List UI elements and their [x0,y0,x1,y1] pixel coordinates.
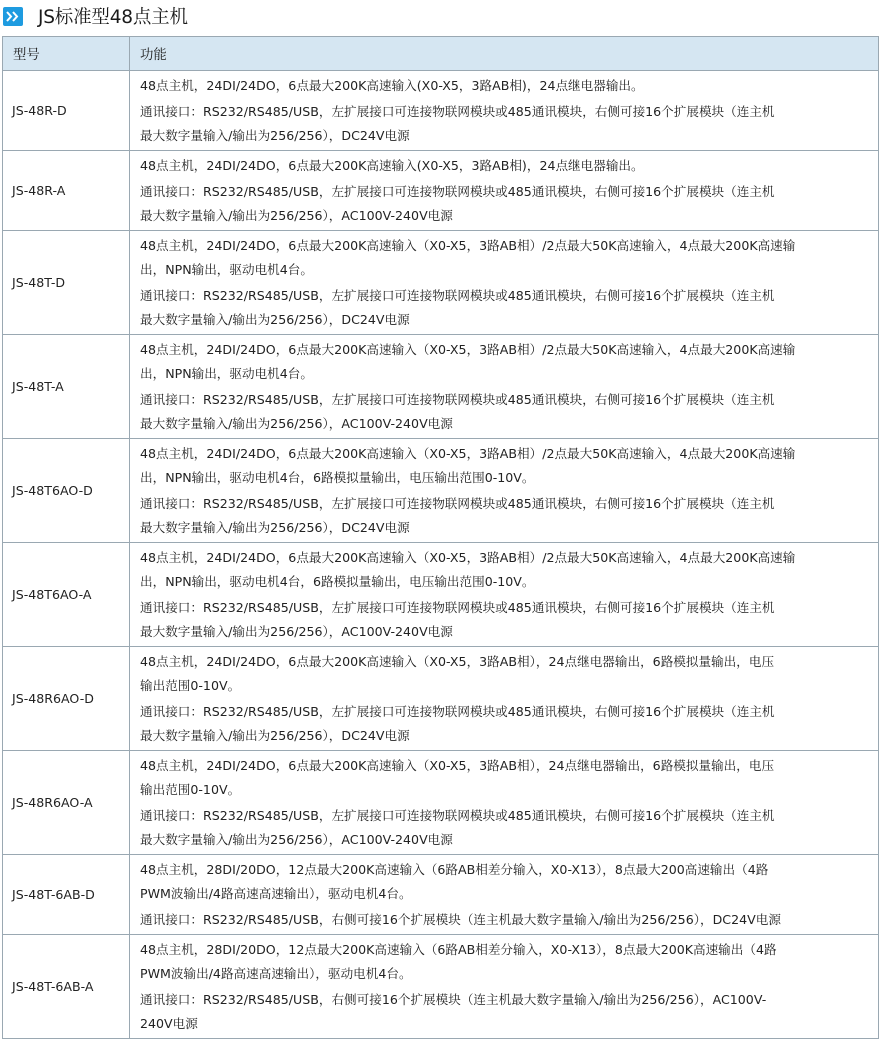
function-description [140,74,872,98]
model-cell: JS-48T-6AB-D [3,855,130,935]
page-title: JS标准型48点主机 [38,7,188,28]
comm-line: 通讯接口：RS232/RS485/USB，左扩展接口可连接物联网模块或485通讯模块，右侧可接16个扩展模块（连主机 [140,808,775,823]
comm-line: 通讯接口：RS232/RS485/USB，左扩展接口可连接物联网模块或485通讯模块，右侧可接16个扩展模块（连主机 [140,392,775,407]
model-cell: JS-48R6AO-D [3,647,130,751]
comm-description [140,492,872,540]
function-description [140,938,872,986]
function-cell [130,935,879,1039]
function-line: 48点主机，24DI/24DO，6点最大200K高速输入（X0-X5，3路AB相）/2点最大50K高速输入，4点最大200K高速输 [140,238,796,253]
function-line: 输出范围0-10V。 [140,678,241,693]
function-line: 48点主机，24DI/24DO，6点最大200K高速输入(X0-X5，3路AB相)，24点继电器输出。 [140,78,644,93]
comm-line: 最大数字量输入/输出为256/256），DC24V电源 [140,128,410,143]
function-line: 出，NPN输出，驱动电机4台，6路模拟量输出，电压输出范围0-10V。 [140,470,535,485]
model-cell: JS-48T-6AB-A [3,935,130,1039]
comm-line: 通讯接口：RS232/RS485/USB，左扩展接口可连接物联网模块或485通讯模块，右侧可接16个扩展模块（连主机 [140,704,775,719]
comm-line: 240V电源 [140,1016,198,1031]
comm-line: 通讯接口：RS232/RS485/USB，左扩展接口可连接物联网模块或485通讯模块，右侧可接16个扩展模块（连主机 [140,288,775,303]
comm-description [140,700,872,748]
function-line: 输出范围0-10V。 [140,782,241,797]
comm-line: 最大数字量输入/输出为256/256），DC24V电源 [140,728,410,743]
function-cell [130,855,879,935]
double-chevron-right-icon [3,7,23,26]
function-description [140,234,872,282]
function-line: 48点主机，24DI/24DO，6点最大200K高速输入（X0-X5，3路AB相），24点继电器输出，6路模拟量输出，电压 [140,654,775,669]
function-line: 48点主机，24DI/24DO，6点最大200K高速输入（X0-X5，3路AB相）/2点最大50K高速输入，4点最大200K高速输 [140,550,796,565]
function-line: 48点主机，28DI/20DO，12点最大200K高速输入（6路AB相差分输入，X0-X13），8点最大200K高速输出（4路 [140,942,777,957]
function-cell [130,751,879,855]
table-row [3,543,879,647]
function-line: 48点主机，24DI/24DO，6点最大200K高速输入（X0-X5，3路AB相），24点继电器输出，6路模拟量输出，电压 [140,758,775,773]
table-row [3,647,879,751]
function-line: 出，NPN输出，驱动电机4台。 [140,366,313,381]
table-row [3,335,879,439]
header-function: 功能 [130,37,879,71]
comm-line: 最大数字量输入/输出为256/256），DC24V电源 [140,520,410,535]
model-cell: JS-48T6AO-A [3,543,130,647]
model-cell: JS-48R-D [3,71,130,151]
table-row [3,71,879,151]
function-line: 48点主机，24DI/24DO，6点最大200K高速输入(X0-X5，3路AB相)，24点继电器输出。 [140,158,644,173]
model-cell: JS-48T6AO-D [3,439,130,543]
function-cell [130,71,879,151]
comm-description [140,284,872,332]
function-cell [130,543,879,647]
spec-table [2,36,879,1039]
function-description [140,858,872,906]
function-line: 48点主机，24DI/24DO，6点最大200K高速输入（X0-X5，3路AB相）/2点最大50K高速输入，4点最大200K高速输 [140,446,796,461]
comm-description [140,804,872,852]
table-header-row [3,37,879,71]
comm-line: 通讯接口：RS232/RS485/USB，右侧可接16个扩展模块（连主机最大数字量输入/输出为256/256），AC100V- [140,992,767,1007]
table-row [3,231,879,335]
function-line: 48点主机，28DI/20DO，12点最大200K高速输入（6路AB相差分输入，X0-X13），8点最大200高速输出（4路 [140,862,769,877]
comm-line: 通讯接口：RS232/RS485/USB，左扩展接口可连接物联网模块或485通讯模块，右侧可接16个扩展模块（连主机 [140,496,775,511]
comm-line: 最大数字量输入/输出为256/256），AC100V-240V电源 [140,208,453,223]
function-description [140,546,872,594]
table-body [3,71,879,1039]
model-cell: JS-48T-D [3,231,130,335]
comm-description [140,100,872,148]
comm-line: 通讯接口：RS232/RS485/USB，左扩展接口可连接物联网模块或485通讯模块，右侧可接16个扩展模块（连主机 [140,600,775,615]
model-cell: JS-48R6AO-A [3,751,130,855]
function-cell [130,647,879,751]
header-model: 型号 [3,37,130,71]
function-line: 48点主机，24DI/24DO，6点最大200K高速输入（X0-X5，3路AB相）/2点最大50K高速输入，4点最大200K高速输 [140,342,796,357]
function-cell [130,231,879,335]
comm-line: 通讯接口：RS232/RS485/USB，左扩展接口可连接物联网模块或485通讯模块，右侧可接16个扩展模块（连主机 [140,184,775,199]
function-line: 出，NPN输出，驱动电机4台。 [140,262,313,277]
function-description [140,754,872,802]
comm-line: 最大数字量输入/输出为256/256），DC24V电源 [140,312,410,327]
table-row [3,935,879,1039]
comm-description [140,180,872,228]
function-line: PWM波输出/4路高速高速输出），驱动电机4台。 [140,966,412,981]
function-description [140,442,872,490]
comm-line: 最大数字量输入/输出为256/256），AC100V-240V电源 [140,624,453,639]
comm-line: 通讯接口：RS232/RS485/USB，右侧可接16个扩展模块（连主机最大数字量输入/输出为256/256），DC24V电源 [140,912,781,927]
function-cell [130,151,879,231]
table-row [3,151,879,231]
table-row [3,751,879,855]
title-bar [0,0,884,36]
model-cell: JS-48T-A [3,335,130,439]
model-cell: JS-48R-A [3,151,130,231]
comm-line: 最大数字量输入/输出为256/256），AC100V-240V电源 [140,416,453,431]
function-cell [130,335,879,439]
table-row [3,855,879,935]
function-description [140,154,872,178]
function-cell [130,439,879,543]
comm-description [140,908,872,932]
comm-line: 最大数字量输入/输出为256/256），AC100V-240V电源 [140,832,453,847]
comm-description [140,388,872,436]
function-line: PWM波输出/4路高速高速输出），驱动电机4台。 [140,886,412,901]
comm-line: 通讯接口：RS232/RS485/USB，左扩展接口可连接物联网模块或485通讯模块，右侧可接16个扩展模块（连主机 [140,104,775,119]
comm-description [140,988,872,1036]
function-line: 出，NPN输出，驱动电机4台，6路模拟量输出，电压输出范围0-10V。 [140,574,535,589]
function-description [140,650,872,698]
table-row [3,439,879,543]
function-description [140,338,872,386]
comm-description [140,596,872,644]
